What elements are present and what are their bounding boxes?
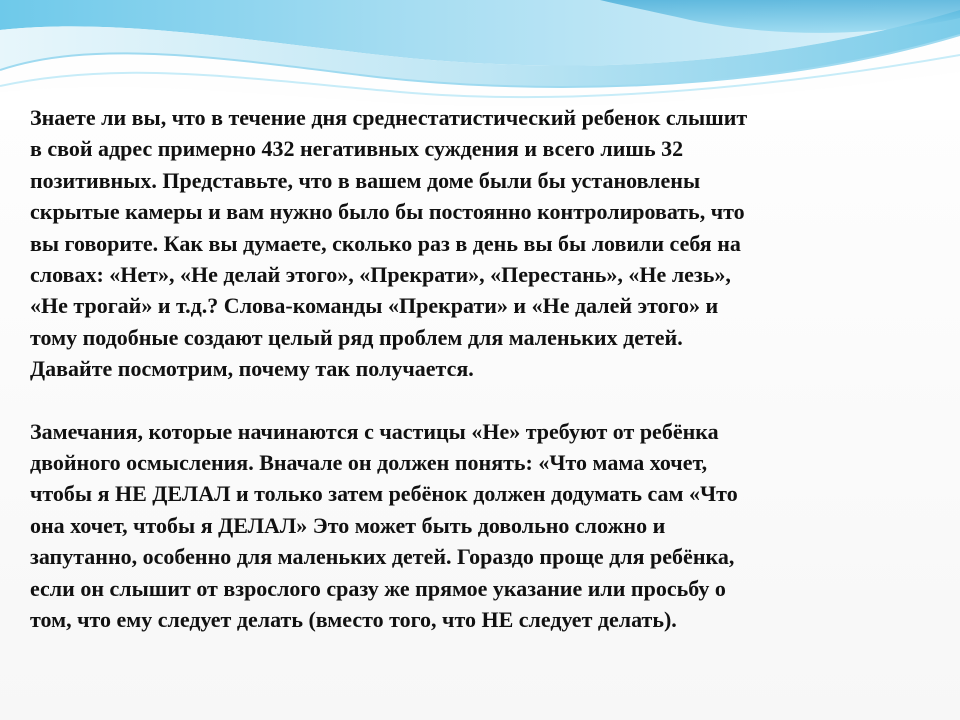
paragraph-1: Знаете ли вы, что в течение дня среднестатистический ребенок слышит в свой адрес примерно 432 негативных суждения и всего лишь 32 позитивных. Представьте, что в вашем доме были бы установлены скрытые камеры и вам нужно было бы постоянно контролировать, что вы говорите. Как вы думаете, сколько раз в день вы бы ловили себя на словах: «Нет», «Не делай этого», «Прекрати», «Перестань», «Не лезь», «Не трогай» и т.д.? Слова-команды «Прекрати» и «Не далей этого» и тому подобные создают целый ряд проблем для маленьких детей. Давайте посмотрим, почему так получается.: [30, 105, 748, 382]
paragraph-2: Замечания, которые начинаются с частицы «Не» требуют от ребёнка двойного осмысления. Вначале он должен понять: «Что мама хочет, чтобы я НЕ ДЕЛАЛ и только затем ребёнок должен додумать сам «Что она хочет, чтобы я ДЕЛАЛ» Это может быть довольно сложно и запутанно, особенно для маленьких детей. Гораздо проще для ребёнка, если он слышит от взрослого сразу же прямое указание или просьбу о том, что ему следует делать (вместо того, что НЕ следует делать).: [30, 418, 738, 633]
slide-body-text: [30, 102, 910, 636]
paragraph-spacer: [30, 385, 910, 416]
